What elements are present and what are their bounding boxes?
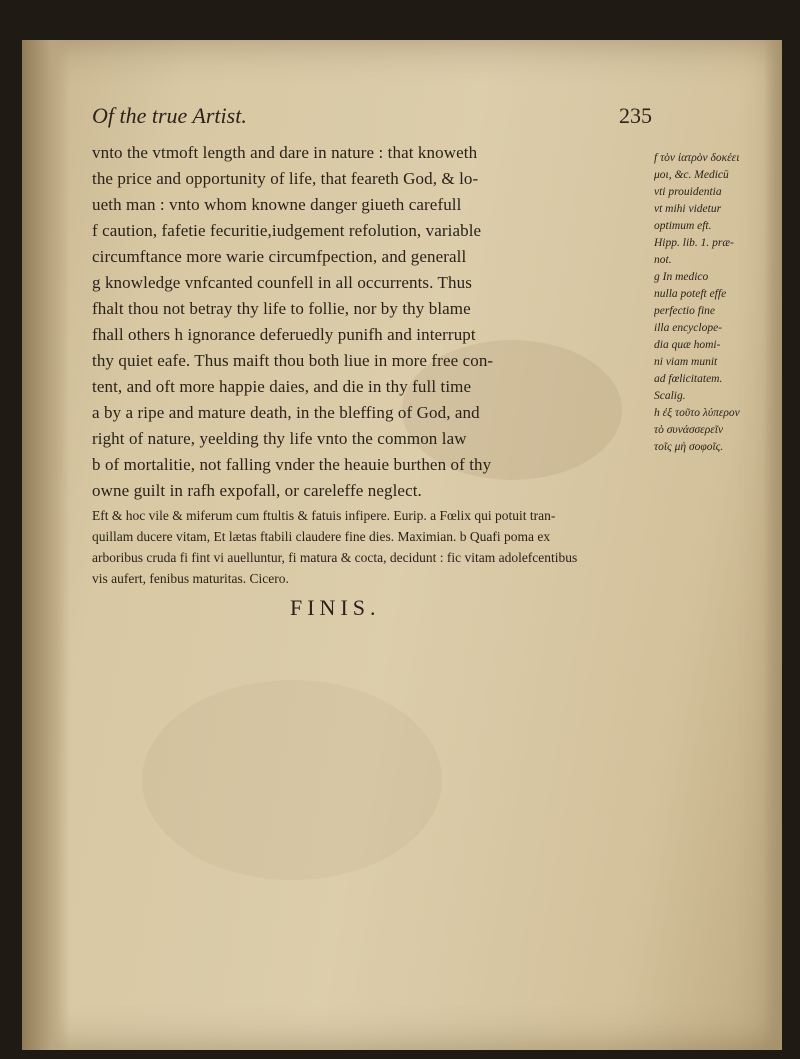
- text-line: f caution, fafetie fecuritie,iudgement refolution, variable: [92, 221, 482, 240]
- margin-note-line: τὸ συνάσσερεῖν: [654, 424, 724, 436]
- running-head-title: Of the true Artist.: [92, 103, 247, 128]
- running-head: [92, 103, 652, 133]
- page-number: 235: [619, 103, 652, 128]
- margin-note-line: perfectio fine: [654, 305, 715, 317]
- margin-note-line: f τὸν ἰατρὸν δοκέει: [654, 152, 740, 164]
- text-line: the price and opportunity of life, that feareth God, & lo-: [92, 169, 479, 188]
- text-line: b of mortalitie, not falling vnder the heauie burthen of thy: [92, 455, 492, 474]
- margin-note-line: dia quæ homi-: [654, 339, 721, 351]
- margin-note-line: ad fœlicitatem.: [654, 373, 723, 385]
- footnotes-block: [92, 505, 772, 589]
- text-line: fhalt thou not betray thy life to follie, nor by thy blame: [92, 299, 471, 318]
- book-page: [22, 40, 782, 1050]
- text-line: owne guilt in rafh expofall, or careleffe neglect.: [92, 481, 422, 500]
- text-line: a by a ripe and mature death, in the bleffing of God, and: [92, 403, 480, 422]
- text-line: g knowledge vnfcanted counfell in all occurrents. Thus: [92, 273, 472, 292]
- margin-note-line: g In medico: [654, 271, 709, 283]
- page-gutter: [22, 40, 70, 1050]
- text-line: vnto the vtmoft length and dare in nature : that knoweth: [92, 143, 478, 162]
- margin-note-line: Scalig.: [654, 390, 686, 402]
- text-line: right of nature, yeelding thy life vnto the common law: [92, 429, 467, 448]
- margin-note-line: h ἐξ τοῦτο λύπερον: [654, 407, 740, 419]
- margin-note-line: ni viam munit: [654, 356, 718, 368]
- footnote-line: Eft & hoc vile & miferum cum ftultis & fatuis infipere. Eurip. a Fœlix qui potuit tran-: [92, 508, 556, 523]
- margin-note-line: vti prouidentia: [654, 186, 722, 198]
- margin-note-line: illa encyclope-: [654, 322, 723, 334]
- margin-notes: [654, 150, 782, 456]
- text-line: ueth man : vnto whom knowne danger giueth carefull: [92, 195, 462, 214]
- margin-note-line: nulla poteft effe: [654, 288, 727, 300]
- main-text-block: [92, 140, 692, 504]
- footnote-line: vis aufert, fenibus maturitas. Cicero.: [92, 571, 289, 586]
- margin-note-line: vt mihi videtur: [654, 203, 722, 215]
- text-line: tent, and oft more happie daies, and die in thy full time: [92, 377, 472, 396]
- text-line: fhall others h ignorance deferuedly punifh and interrupt: [92, 325, 476, 344]
- text-line: circumftance more warie circumfpection, and generall: [92, 247, 467, 266]
- margin-note-line: Hipp. lib. 1. præ-: [654, 237, 734, 249]
- finis-heading: FINIS.: [290, 595, 381, 620]
- margin-note-line: optimum eft.: [654, 220, 712, 232]
- margin-note-line: μοι, &c. Medicū: [654, 169, 729, 181]
- margin-note-line: not.: [654, 254, 672, 266]
- margin-note-line: τοῖς μὴ σοφοῖς.: [654, 441, 724, 453]
- footnote-line: quillam ducere vitam, Et lætas ftabili claudere fine dies. Maximian. b Quafi poma ex: [92, 529, 551, 544]
- footnote-line: arboribus cruda fi fint vi auelluntur, fi matura & cocta, decidunt : fic vitam adolefcentibus: [92, 550, 578, 565]
- text-line: thy quiet eafe. Thus maift thou both liue in more free con-: [92, 351, 494, 370]
- paper-stain: [142, 680, 442, 880]
